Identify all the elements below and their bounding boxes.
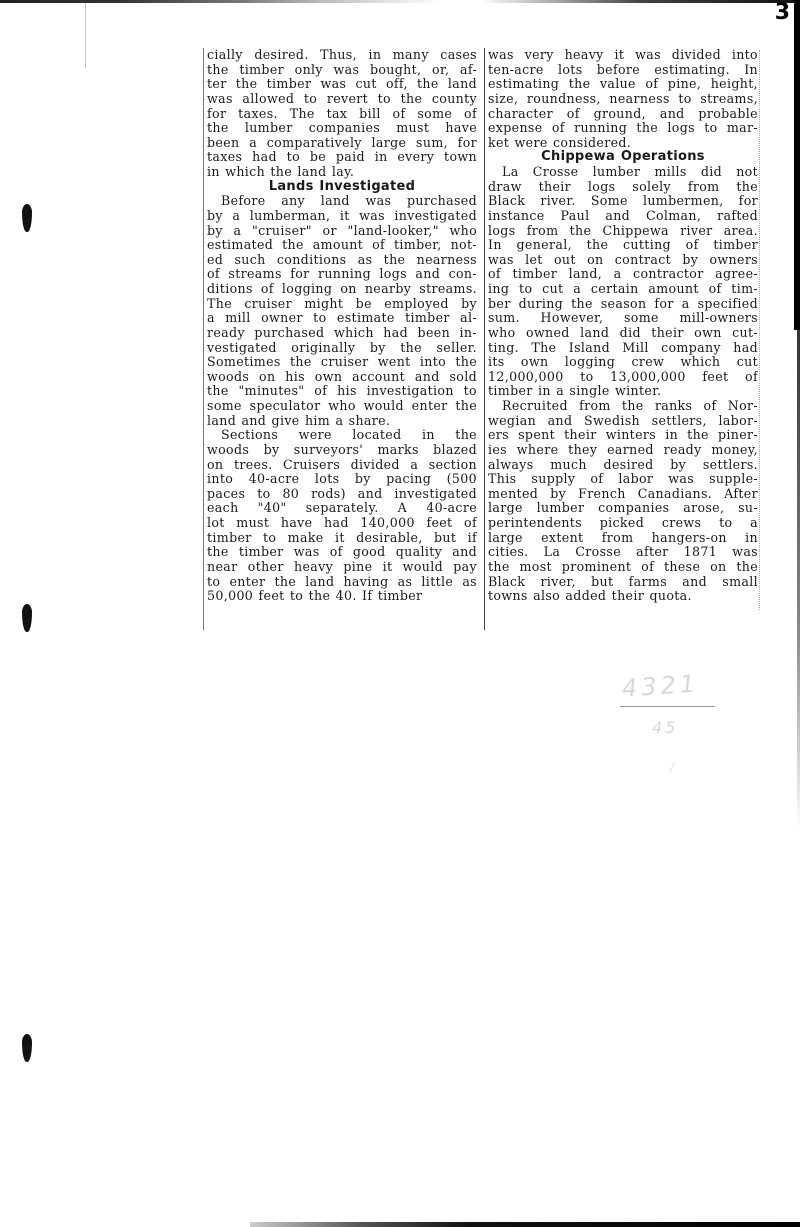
text-line: Black river. Some lumbermen, for xyxy=(488,194,758,209)
text-line: Sometimes the cruiser went into the xyxy=(207,355,477,370)
text-line: estimated the amount of timber, not- xyxy=(207,238,477,253)
text-line: mented by French Canadians. After xyxy=(488,486,758,501)
text-line: the timber was of good quality and xyxy=(207,545,477,560)
text-line: estimating the value of pine, height, xyxy=(488,77,758,92)
column-divider-right xyxy=(759,50,761,610)
text-line: ter the timber was cut off, the land xyxy=(207,77,477,92)
text-line: vestigated originally by the seller. xyxy=(207,340,477,355)
text-line: instance Paul and Colman, rafted xyxy=(488,208,758,223)
text-line: character of ground, and probable xyxy=(488,106,758,121)
paragraph xyxy=(488,165,758,399)
text-line: size, roundness, nearness to streams, xyxy=(488,91,758,106)
text-line: in which the land lay. xyxy=(207,165,355,179)
text-line: paces to 80 rods) and investigated xyxy=(207,486,477,501)
text-line: for taxes. The tax bill of some of xyxy=(207,106,477,121)
text-line: was very heavy it was divided into xyxy=(488,48,758,62)
paragraph xyxy=(488,48,758,150)
scan-right-edge xyxy=(794,0,800,330)
text-line: the lumber companies must have xyxy=(207,121,477,136)
pencil-annotation-bottom: 45 xyxy=(652,718,679,737)
text-line: by a "cruiser" or "land-looker," who xyxy=(207,223,477,238)
text-line: Recruited from the ranks of Nor- xyxy=(502,399,758,413)
text-line: In general, the cutting of timber xyxy=(488,238,758,253)
paragraph xyxy=(207,428,477,604)
text-line: into 40-acre lots by pacing (500 xyxy=(207,472,477,487)
text-line: was let out on contract by owners xyxy=(488,252,758,267)
text-line: ting. The Island Mill company had xyxy=(488,340,758,355)
text-line: large lumber companies arose, su- xyxy=(488,501,758,516)
text-line: sum. However, some mill-owners xyxy=(488,311,758,326)
article-column-left xyxy=(203,48,477,630)
text-line: draw their logs solely from the xyxy=(488,179,758,194)
paragraph xyxy=(207,194,477,428)
article-column-right xyxy=(484,48,758,630)
text-line: been a comparatively large sum, for xyxy=(207,135,477,150)
pencil-underline xyxy=(620,706,715,707)
text-line: ready purchased which had been in- xyxy=(207,325,477,340)
text-line: perintendents picked crews to a xyxy=(488,516,758,530)
page-number: 3 xyxy=(774,0,790,25)
text-line: who owned land did their own cut- xyxy=(488,325,758,340)
text-line: ing to cut a certain amount of tim- xyxy=(488,282,758,296)
text-line: ket were considered. xyxy=(488,135,632,150)
paragraph xyxy=(488,399,758,604)
text-line: by a lumberman, it was investigated xyxy=(207,208,477,223)
text-line: ten-acre lots before estimating. In xyxy=(488,62,758,77)
text-line: the timber only was bought, or, af- xyxy=(207,62,477,77)
text-line: ber during the season for a specified xyxy=(488,296,758,311)
text-line: timber to make it desirable, but if xyxy=(207,530,477,545)
text-line: of timber land, a contractor agree- xyxy=(488,267,758,282)
scan-bottom-edge xyxy=(250,1222,800,1227)
text-line: taxes had to be paid in every town xyxy=(207,150,477,165)
text-line: ditions of logging on nearby streams. xyxy=(207,282,477,296)
text-line: expense of running the logs to mar- xyxy=(488,121,758,136)
scan-faint-line xyxy=(85,3,86,68)
text-line: ers spent their winters in the piner- xyxy=(488,428,758,443)
punch-hole-mark-top xyxy=(22,204,32,232)
paragraph xyxy=(207,48,477,180)
text-line: woods on his own account and sold xyxy=(207,369,477,384)
text-line: large extent from hangers-on in xyxy=(488,530,758,545)
text-line: logs from the Chippewa river area. xyxy=(488,223,758,238)
text-line: always much desired by settlers. xyxy=(488,457,758,472)
text-line: 12,000,000 to 13,000,000 feet of xyxy=(488,369,758,384)
text-line: on trees. Cruisers divided a section xyxy=(207,457,477,472)
text-line: to enter the land having as little as xyxy=(207,574,477,589)
text-line: wegian and Swedish settlers, labor- xyxy=(488,413,758,428)
text-line: timber in a single winter. xyxy=(488,384,662,399)
text-line: woods by surveyors' marks blazed xyxy=(207,442,477,457)
text-line: The cruiser might be employed by xyxy=(207,296,477,311)
text-line: cially desired. Thus, in many cases xyxy=(207,48,477,62)
section-heading: Lands Investigated xyxy=(268,178,416,194)
scan-top-edge xyxy=(0,0,800,3)
text-line: lot must have had 140,000 feet of xyxy=(207,516,477,530)
text-line: La Crosse lumber mills did not xyxy=(502,165,758,179)
punch-hole-mark-bottom xyxy=(22,1034,32,1062)
section-heading: Chippewa Operations xyxy=(541,149,705,165)
text-line: 50,000 feet to the 40. If timber xyxy=(207,589,423,604)
text-line: ies where they earned ready money, xyxy=(488,442,758,457)
text-line: ed such conditions as the nearness xyxy=(207,252,477,267)
text-line: towns also added their quota. xyxy=(488,589,692,604)
text-line: land and give him a share. xyxy=(207,413,391,428)
text-line: some speculator who would enter the xyxy=(207,399,477,413)
text-line: near other heavy pine it would pay xyxy=(207,559,477,574)
text-line: a mill owner to estimate timber al- xyxy=(207,311,477,326)
pencil-annotation-top: 4321 xyxy=(621,669,700,703)
text-line: of streams for running logs and con- xyxy=(207,267,477,282)
text-line: This supply of labor was supple- xyxy=(488,472,758,487)
pencil-mark-tick: / xyxy=(670,760,675,774)
punch-hole-mark-middle xyxy=(22,604,32,632)
text-line: was allowed to revert to the county xyxy=(207,91,477,106)
text-line: Black river, but farms and small xyxy=(488,574,758,589)
text-line: Before any land was purchased xyxy=(221,194,477,209)
text-line: the "minutes" of his investigation to xyxy=(207,384,477,399)
text-line: the most prominent of these on the xyxy=(488,559,758,574)
text-line: its own logging crew which cut xyxy=(488,355,758,370)
text-line: cities. La Crosse after 1871 was xyxy=(488,545,758,560)
text-line: each "40" separately. A 40-acre xyxy=(207,501,477,516)
text-line: Sections were located in the xyxy=(221,428,477,443)
